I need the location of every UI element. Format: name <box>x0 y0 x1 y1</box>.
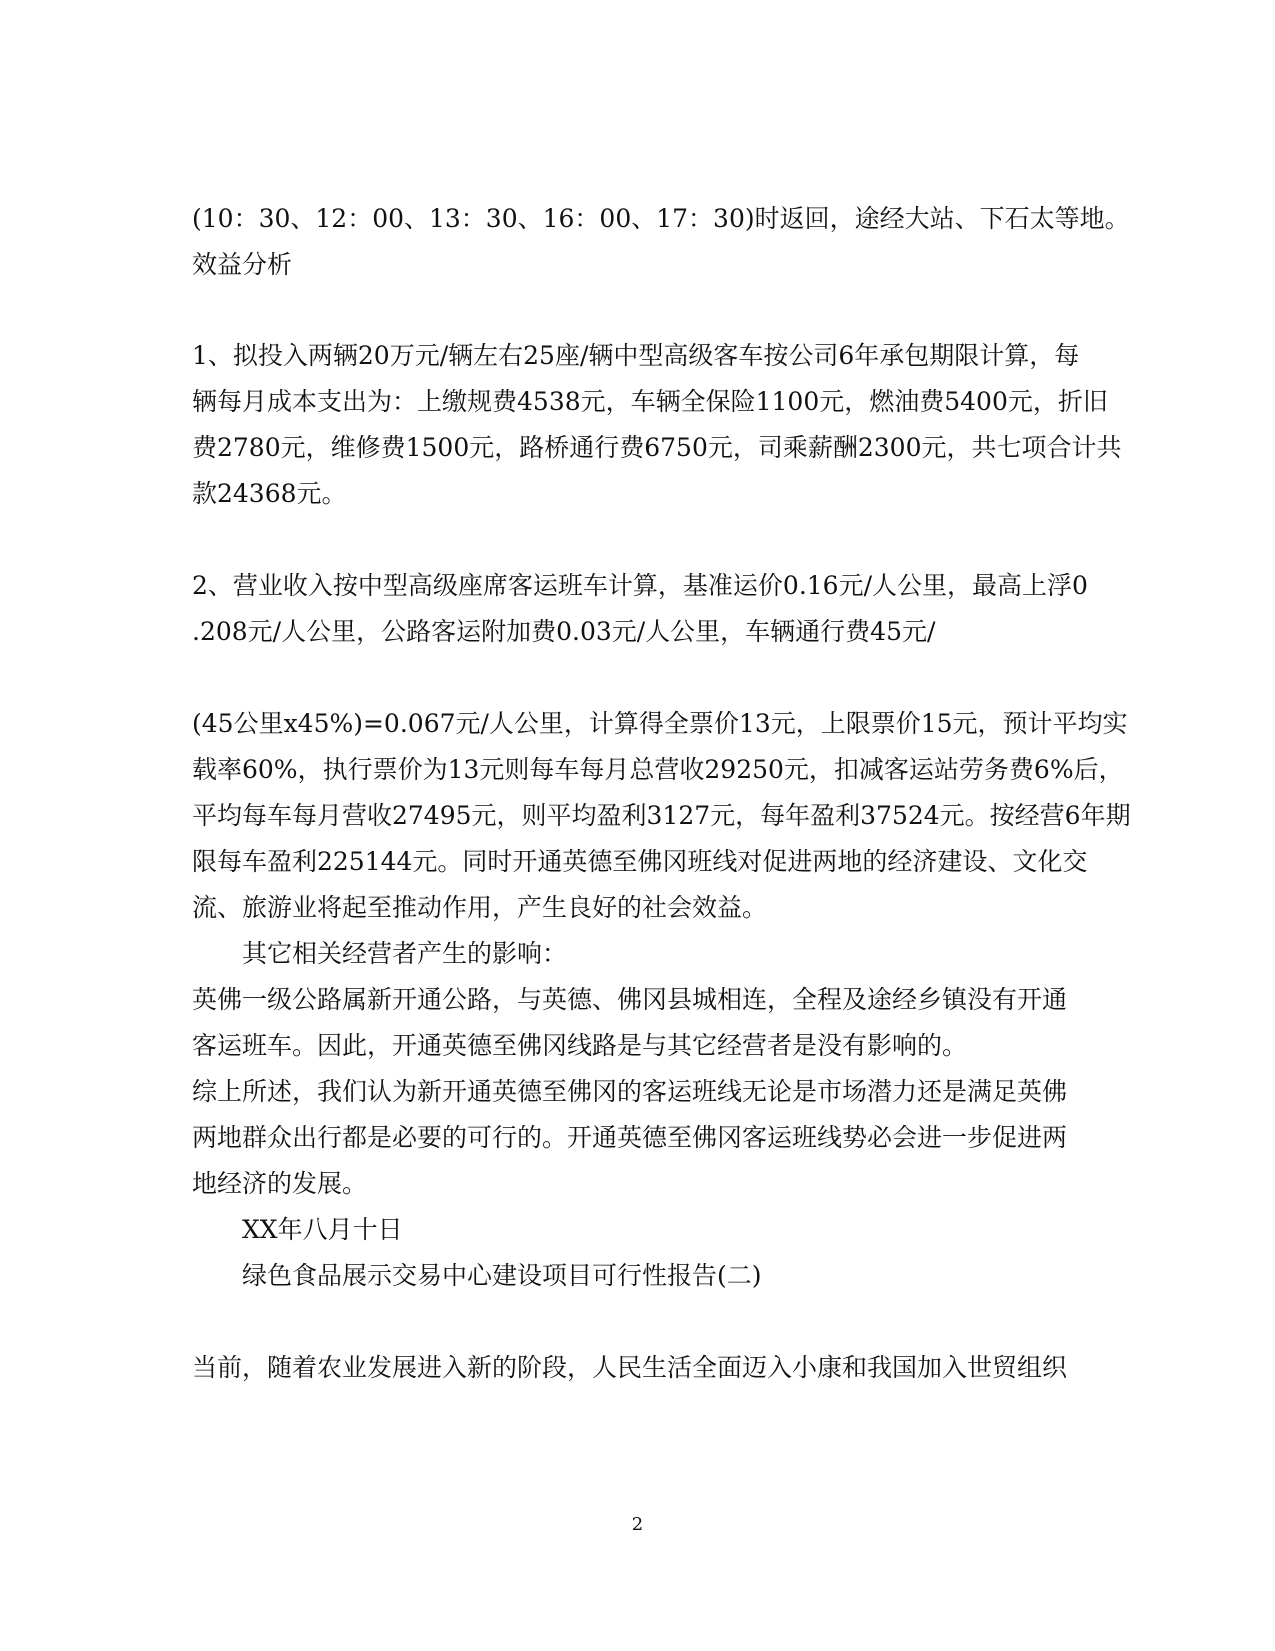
next-report-first-line: 当前，随着农业发展进入新的阶段，人民生活全面迈入小康和我国加入世贸组织 <box>192 1353 1068 1382</box>
paragraph-3-line-2: 载率60%，执行票价为13元则每车每月总营收29250元，扣减客运站劳务费6%后， <box>192 755 1124 784</box>
conclusion-line-1: 综上所述，我们认为新开通英德至佛冈的客运班线无论是市场潜力还是满足英佛 <box>192 1077 1068 1106</box>
impact-line-1: 英佛一级公路属新开通公路，与英德、佛冈县城相连，全程及途经乡镇没有开通 <box>192 985 1068 1014</box>
paragraph-2-line-1: 2、营业收入按中型高级座席客运班车计算，基准运价0.16元/人公里，最高上浮0 <box>192 571 1088 600</box>
paragraph-1-line-1: 1、拟投入两辆20万元/辆左右25座/辆中型高级客车按公司6年承包期限计算，每 <box>192 341 1080 370</box>
paragraph-2-line-2: .208元/人公里，公路客运附加费0.03元/人公里，车辆通行费45元/ <box>192 617 936 646</box>
impact-line-2: 客运班车。因此，开通英德至佛冈线路是与其它经营者是没有影响的。 <box>192 1031 968 1060</box>
document-date: XX年八月十日 <box>242 1215 403 1244</box>
paragraph-3-line-1: (45公里x45%)=0.067元/人公里，计算得全票价13元，上限票价15元，预计平均实 <box>192 709 1128 738</box>
paragraph-3-line-5: 流、旅游业将起至推动作用，产生良好的社会效益。 <box>192 893 768 922</box>
section-heading-impact: 其它相关经营者产生的影响： <box>242 939 568 968</box>
text-line-time-return: (10：30、12：00、13：30、16：00、17：30)时返回，途经大站、下石太等地。 <box>192 204 1130 233</box>
conclusion-line-2: 两地群众出行都是必要的可行的。开通英德至佛冈客运班线势必会进一步促进两 <box>192 1123 1068 1152</box>
paragraph-1-line-4: 款24368元。 <box>192 479 347 508</box>
section-heading-benefit-analysis: 效益分析 <box>192 250 293 279</box>
paragraph-1-line-3: 费2780元，维修费1500元，路桥通行费6750元，司乘薪酬2300元，共七项合计共 <box>192 433 1122 462</box>
conclusion-line-3: 地经济的发展。 <box>192 1169 368 1198</box>
paragraph-3-line-4: 限每车盈利225144元。同时开通英德至佛冈班线对促进两地的经济建设、文化交 <box>192 847 1088 876</box>
page-number: 2 <box>631 1514 644 1535</box>
paragraph-1-line-2: 辆每月成本支出为：上缴规费4538元，车辆全保险1100元，燃油费5400元，折旧 <box>192 387 1108 416</box>
next-report-title: 绿色食品展示交易中心建设项目可行性报告(二) <box>242 1261 762 1290</box>
paragraph-3-line-3: 平均每车每月营收27495元，则平均盈利3127元，每年盈利37524元。按经营6年期 <box>192 801 1131 830</box>
